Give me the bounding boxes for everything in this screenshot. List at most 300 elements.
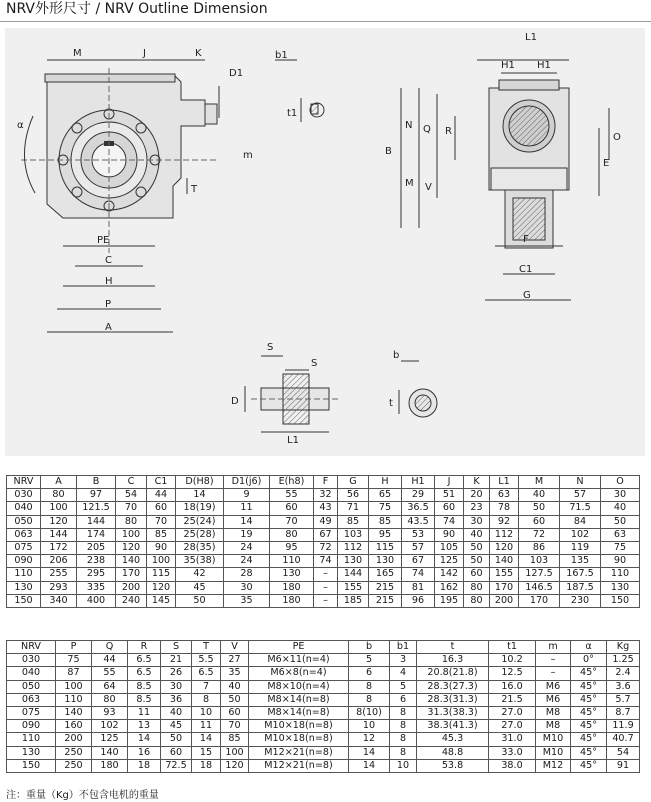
table-cell: 29 [402,489,435,502]
table-cell: 80 [116,515,147,528]
table-cell: 040 [7,502,41,515]
table-cell: 90 [601,555,640,568]
table-cell: 27.0 [489,720,536,733]
table-cell: 60 [435,502,464,515]
table-cell: 40.7 [607,733,640,746]
table-cell: 8(10) [349,706,390,719]
table-header-cell: C1 [147,476,176,489]
table-cell: 85 [147,528,176,541]
label-C: C [105,255,112,266]
table-cell: 72 [314,541,338,554]
table-cell: 60 [221,706,249,719]
table-header-cell: E(h8) [270,476,314,489]
table-cell: 45° [571,667,607,680]
table-cell: 110 [56,693,92,706]
label-C1: C1 [519,264,533,275]
table-cell: 20 [464,489,490,502]
table-cell: 27 [221,654,249,667]
table-cell: 57 [560,489,601,502]
label-M: M [73,48,82,59]
table-cell: 121.5 [77,502,116,515]
table-cell: 45 [161,720,192,733]
table-cell: 8 [390,720,417,733]
table-cell: 20.8(21.8) [417,667,489,680]
table-cell: 74 [402,568,435,581]
outline-drawing [5,28,645,456]
table-cell: 80 [92,693,128,706]
label-E: E [603,158,610,169]
table-cell: 57 [402,541,435,554]
table-cell: 100 [116,528,147,541]
table-row [7,568,640,581]
table-header-cell: NRV [7,641,56,654]
table-cell: 127.5 [519,568,560,581]
table-cell: 78 [490,502,519,515]
table-cell: 16.3 [417,654,489,667]
label-O: O [613,132,621,143]
hollow-shaft-section [245,356,339,432]
table-cell: M6×11(n=4) [249,654,349,667]
table-cell: 0° [571,654,607,667]
table-cell: 50 [176,594,224,607]
table-cell: 90 [147,541,176,554]
table-cell: M8 [536,720,571,733]
table-cell: 050 [7,515,41,528]
table-cell: 170 [116,568,147,581]
table-cell: M8×14(n=8) [249,706,349,719]
table-cell: 97 [77,489,116,502]
table-cell: 81 [402,581,435,594]
table-cell: 144 [338,568,369,581]
table-header-cell: t [417,641,489,654]
table-cell: 50 [221,693,249,706]
table-header-cell: C [116,476,147,489]
table-cell: 135 [560,555,601,568]
table-cell: 30 [601,489,640,502]
table-cell: 45 [176,581,224,594]
table-cell: 18 [192,759,221,772]
table-cell: 10 [390,759,417,772]
table-cell: 14 [128,733,161,746]
table-cell: 85 [221,733,249,746]
table-header-cell: H1 [402,476,435,489]
table-cell: 45° [571,733,607,746]
label-t: t [389,398,393,409]
table-cell: 6.5 [128,667,161,680]
table-cell: 55 [270,489,314,502]
table-cell: 6 [349,667,390,680]
table-cell: 200 [56,733,92,746]
table-cell: 32 [314,489,338,502]
table-header-cell: N [560,476,601,489]
table-cell: 100 [147,555,176,568]
table-cell: 115 [147,568,176,581]
table-header-cell: K [464,476,490,489]
table-cell: 40 [601,502,640,515]
table-cell: – [536,654,571,667]
table-header-cell: A [41,476,77,489]
table-cell: 60 [270,502,314,515]
table-cell: 93 [92,706,128,719]
table-cell: 24 [224,555,270,568]
table-cell: 238 [77,555,116,568]
table-cell: 75 [369,502,402,515]
table-cell: 090 [7,720,56,733]
table-cell: 50 [464,555,490,568]
table-cell: 142 [435,568,464,581]
table-cell: 30 [224,581,270,594]
table-cell: 67 [402,555,435,568]
table-cell: 31.3(38.3) [417,706,489,719]
table-cell: 195 [435,594,464,607]
table-cell: 12.5 [489,667,536,680]
table-cell: 215 [369,594,402,607]
table-cell: 40 [221,680,249,693]
table-cell: 125 [435,555,464,568]
table-cell: – [314,568,338,581]
table-cell: 8.5 [128,680,161,693]
table-cell: 10.2 [489,654,536,667]
table-cell: 45° [571,693,607,706]
table-cell: 102 [560,528,601,541]
table-cell: 25(28) [176,528,224,541]
table-cell: – [314,594,338,607]
table-cell: 230 [560,594,601,607]
table-cell: 155 [338,581,369,594]
table-cell: 130 [7,746,56,759]
table-cell: M12×21(n=8) [249,746,349,759]
table-cell: 60 [147,502,176,515]
table-header-cell: D1(j6) [224,476,270,489]
table-cell: 130 [338,555,369,568]
table-cell: 160 [56,720,92,733]
table-cell: 205 [77,541,116,554]
table-cell: 72.5 [161,759,192,772]
table-header-cell: H [369,476,402,489]
table-cell: 60 [519,515,560,528]
table-cell: 67 [314,528,338,541]
table-cell: 180 [270,594,314,607]
table-cell: M12×21(n=8) [249,759,349,772]
table-cell: 335 [77,581,116,594]
table-cell: 28.3(31.3) [417,693,489,706]
table-row [7,581,640,594]
table-cell: 28 [224,568,270,581]
table-cell: 25(24) [176,515,224,528]
table-cell: 60 [464,568,490,581]
table-row [7,515,640,528]
table-cell: 45° [571,759,607,772]
table-row [7,555,640,568]
table-cell: 125 [92,733,128,746]
label-Q: Q [423,124,431,135]
table-cell: 87 [56,667,92,680]
table-cell: 21 [161,654,192,667]
table-cell: 063 [7,693,56,706]
table-row [7,594,640,607]
table-cell: 112 [490,528,519,541]
table-cell: 8 [349,693,390,706]
table-cell: 5 [349,654,390,667]
table-cell: 38.0 [489,759,536,772]
label-V: V [425,182,432,193]
table-cell: 60 [161,746,192,759]
table-row [7,489,640,502]
table-cell: 84 [560,515,601,528]
table-cell: 51 [435,489,464,502]
table-cell: 80 [464,581,490,594]
table-header-cell: t1 [489,641,536,654]
table-cell: 8 [390,733,417,746]
table-cell: 100 [221,746,249,759]
label-M-side: M [405,178,414,189]
table-cell: 162 [435,581,464,594]
table-cell: 075 [7,541,41,554]
table-cell: 167.5 [560,568,601,581]
title-divider [0,21,651,22]
table-cell: M6 [536,693,571,706]
label-H1-left: H1 [501,60,515,71]
table-cell: 8 [192,693,221,706]
table-cell: 33.0 [489,746,536,759]
table-header-cell: R [128,641,161,654]
label-b: b [393,350,400,361]
table-header-cell: S [161,641,192,654]
table-cell: 090 [7,555,41,568]
dimension-table-2 [6,640,640,773]
table-cell: 35 [224,594,270,607]
table-cell: 50 [519,502,560,515]
label-S-top: S [267,342,274,353]
table-cell: 150 [7,759,56,772]
table-cell: 110 [7,733,56,746]
table-cell: 19 [224,528,270,541]
table-cell: 5.5 [192,654,221,667]
table-header-cell: α [571,641,607,654]
table-cell: 150 [7,594,41,607]
table-cell: 74 [314,555,338,568]
table-cell: 112 [338,541,369,554]
table-cell: 172 [41,541,77,554]
table-cell: 35(38) [176,555,224,568]
table-cell: 80 [464,594,490,607]
label-B: B [385,146,392,157]
table-cell: 6.5 [192,667,221,680]
table-cell: 110 [270,555,314,568]
table-cell: 40 [161,706,192,719]
table-cell: 050 [7,680,56,693]
label-G: G [523,290,531,301]
table-cell: 140 [92,746,128,759]
table-cell: 49 [314,515,338,528]
table-cell: 105 [435,541,464,554]
table-cell: 12 [349,733,390,746]
table-cell: 206 [41,555,77,568]
table-cell: – [536,667,571,680]
table-cell: M10×18(n=8) [249,733,349,746]
table-header-cell: M [519,476,560,489]
table-row [7,759,640,772]
table-header-cell: P [56,641,92,654]
table-cell: 119 [560,541,601,554]
table-cell: M10 [536,746,571,759]
table-cell: 45° [571,746,607,759]
side-view [401,60,609,300]
table-cell: 45.3 [417,733,489,746]
table-cell: 75 [601,541,640,554]
table-cell: 250 [56,746,92,759]
table-cell: 53 [402,528,435,541]
table-cell: 144 [41,528,77,541]
table-cell: 44 [92,654,128,667]
table1-body [7,489,640,608]
table-cell: 140 [490,555,519,568]
table-row [7,733,640,746]
table-cell: 2.4 [607,667,640,680]
table-cell: 15 [192,746,221,759]
label-alpha: α [17,120,24,131]
table-cell: 18 [128,759,161,772]
table-cell: 24 [224,541,270,554]
table-cell: 155 [490,568,519,581]
table2-body [7,654,640,773]
table-cell: M12 [536,759,571,772]
table-cell: 030 [7,654,56,667]
label-N: N [405,120,413,131]
table-cell: 54 [607,746,640,759]
page-title: NRV外形尺寸 / NRV Outline Dimension [6,1,268,17]
table-cell: M6×8(n=4) [249,667,349,680]
table-cell: 130 [7,581,41,594]
table-cell: 14 [349,759,390,772]
table-header-cell: D(H8) [176,476,224,489]
table-cell: 3 [390,654,417,667]
table-cell: 170 [519,594,560,607]
table-cell: 44 [147,489,176,502]
table-header-cell: NRV [7,476,41,489]
table-cell: 85 [369,515,402,528]
weight-footnote: 注：重量（Kg）不包含电机的重量 [6,790,159,801]
table-cell: 120 [41,515,77,528]
table-cell: 80 [270,528,314,541]
table-cell: 140 [56,706,92,719]
table-cell: 240 [116,594,147,607]
table-cell: 040 [7,667,56,680]
table-cell: 4 [390,667,417,680]
label-PE: PE [97,235,110,246]
table-cell: 110 [7,568,41,581]
dimension-drawing-svg [5,28,645,456]
table-cell: 95 [369,528,402,541]
table-cell: 5 [390,680,417,693]
table-cell: 144 [77,515,116,528]
table-cell: 16 [128,746,161,759]
table-cell: 40 [519,489,560,502]
table-cell: 150 [601,594,640,607]
table-cell: 71.5 [560,502,601,515]
table-header-cell: b [349,641,390,654]
table-cell: 50 [601,515,640,528]
table-header-cell: G [338,476,369,489]
table-cell: 63 [490,489,519,502]
label-D1: D1 [229,68,244,79]
table-row [7,720,640,733]
table-cell: 11 [192,720,221,733]
table-cell: 075 [7,706,56,719]
table-cell: 11.9 [607,720,640,733]
table-row [7,706,640,719]
table-cell: 14 [349,746,390,759]
table-cell: 250 [56,759,92,772]
table-cell: 130 [369,555,402,568]
table-row [7,746,640,759]
table-cell: 53.8 [417,759,489,772]
label-H: H [105,276,113,287]
table-cell: 38.3(41.3) [417,720,489,733]
table-cell: 120 [490,541,519,554]
table-cell: 28(35) [176,541,224,554]
label-F: F [523,234,529,245]
table-cell: 140 [116,555,147,568]
table-cell: 96 [402,594,435,607]
table-cell: 100 [56,680,92,693]
table-header-cell: F [314,476,338,489]
table-cell: 16.0 [489,680,536,693]
table-cell: 65 [369,489,402,502]
label-S: S [311,358,318,369]
table-cell: 91 [607,759,640,772]
label-T: T [191,184,198,195]
table-cell: 14 [224,515,270,528]
table-cell: 200 [116,581,147,594]
table-cell: 63 [601,528,640,541]
table-header-cell: b1 [390,641,417,654]
table-cell: 31.0 [489,733,536,746]
table-cell: 50 [161,733,192,746]
table-cell: 80 [41,489,77,502]
table-cell: 92 [490,515,519,528]
table-cell: 70 [116,502,147,515]
table-cell: 9 [224,489,270,502]
table-cell: 215 [369,581,402,594]
label-L1-shaft: L1 [287,435,299,446]
table-cell: 40 [464,528,490,541]
table-cell: 293 [41,581,77,594]
table-cell: 10 [349,720,390,733]
table-cell: M8×14(n=8) [249,693,349,706]
table-cell: 165 [369,568,402,581]
table-cell: M8 [536,706,571,719]
table2-header-row [7,641,640,654]
table-cell: 86 [519,541,560,554]
label-L1-side: L1 [525,32,537,43]
table-cell: 130 [270,568,314,581]
table-cell: 5.7 [607,693,640,706]
table-cell: 45° [571,720,607,733]
label-H1-right: H1 [537,60,551,71]
table-row [7,693,640,706]
table-cell: 120 [221,759,249,772]
table-cell: 45° [571,680,607,693]
table-cell: 120 [116,541,147,554]
table-cell: 13 [128,720,161,733]
table-cell: 27.0 [489,706,536,719]
table-cell: 11 [224,502,270,515]
table-cell: 180 [270,581,314,594]
table-cell: 063 [7,528,41,541]
front-view [21,60,219,332]
table-cell: 42 [176,568,224,581]
